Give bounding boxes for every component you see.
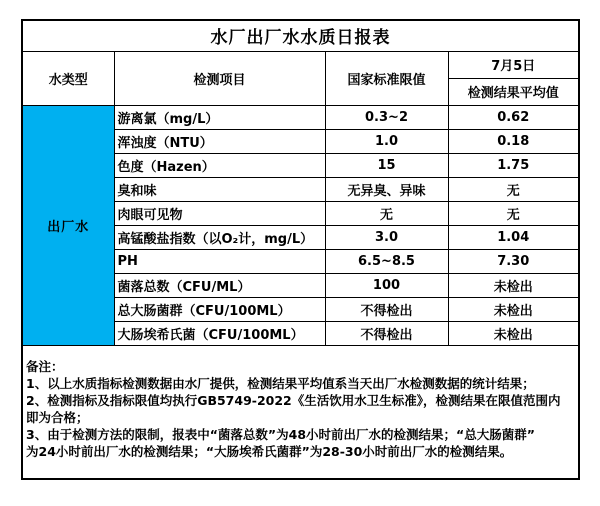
header-national-standard-limit: 国家标准限值 [325, 51, 448, 105]
result-cell: 1.04 [448, 225, 579, 249]
standard-cell: 100 [325, 273, 448, 297]
note-line-2b: 即为合格； [26, 409, 89, 425]
standard-cell: 不得检出 [325, 321, 448, 345]
water-type-cell: 出厂水 [22, 105, 114, 345]
test-item-cell: 浑浊度（NTU） [114, 129, 325, 153]
note-line-3: 3、由于检测方法的限制，报表中“菌落总数”为48小时前出厂水的检测结果；“总大肠菌群” [26, 426, 535, 442]
report-title: 水厂出厂水水质日报表 [22, 20, 579, 51]
standard-cell: 1.0 [325, 129, 448, 153]
result-cell: 0.62 [448, 105, 579, 129]
note-line-1: 1、以上水质指标检测数据由水厂提供，检测结果平均值系当天出厂水检测数据的统计结果； [26, 375, 535, 391]
result-cell: 未检出 [448, 273, 579, 297]
water-quality-table [21, 19, 580, 480]
notes-row [22, 345, 579, 479]
table-row [22, 105, 579, 129]
header-result-average: 检测结果平均值 [448, 78, 579, 105]
standard-cell: 3.0 [325, 225, 448, 249]
result-cell: 7.30 [448, 249, 579, 273]
standard-cell: 无异臭、异味 [325, 177, 448, 201]
header-row [22, 51, 579, 78]
test-item-cell: 高锰酸盐指数（以O₂计，mg/L） [114, 225, 325, 249]
result-cell: 0.18 [448, 129, 579, 153]
test-item-cell: 臭和味 [114, 177, 325, 201]
header-test-item: 检测项目 [114, 51, 325, 105]
notes-cell [22, 345, 579, 479]
note-line-2: 2、检测指标及指标限值均执行GB5749-2022《生活饮用水卫生标准》，检测结果在限值范围内 [26, 392, 561, 408]
standard-cell: 无 [325, 201, 448, 225]
result-cell: 1.75 [448, 153, 579, 177]
header-date: 7月5日 [448, 51, 579, 78]
standard-cell: 6.5~8.5 [325, 249, 448, 273]
test-item-cell: 菌落总数（CFU/ML） [114, 273, 325, 297]
result-cell: 无 [448, 177, 579, 201]
standard-cell: 15 [325, 153, 448, 177]
result-cell: 未检出 [448, 321, 579, 345]
notes-label: 备注： [26, 358, 64, 374]
test-item-cell: PH [114, 249, 325, 273]
header-water-type: 水类型 [22, 51, 114, 105]
standard-cell: 不得检出 [325, 297, 448, 321]
test-item-cell: 色度（Hazen） [114, 153, 325, 177]
test-item-cell: 总大肠菌群（CFU/100ML） [114, 297, 325, 321]
standard-cell: 0.3~2 [325, 105, 448, 129]
result-cell: 未检出 [448, 297, 579, 321]
title-row [22, 20, 579, 51]
result-cell: 无 [448, 201, 579, 225]
test-item-cell: 大肠埃希氏菌（CFU/100ML） [114, 321, 325, 345]
note-line-3b: 为24小时前出厂水的检测结果；“大肠埃希氏菌群”为28-30小时前出厂水的检测结果。 [26, 443, 513, 459]
test-item-cell: 肉眼可见物 [114, 201, 325, 225]
test-item-cell: 游离氯（mg/L） [114, 105, 325, 129]
